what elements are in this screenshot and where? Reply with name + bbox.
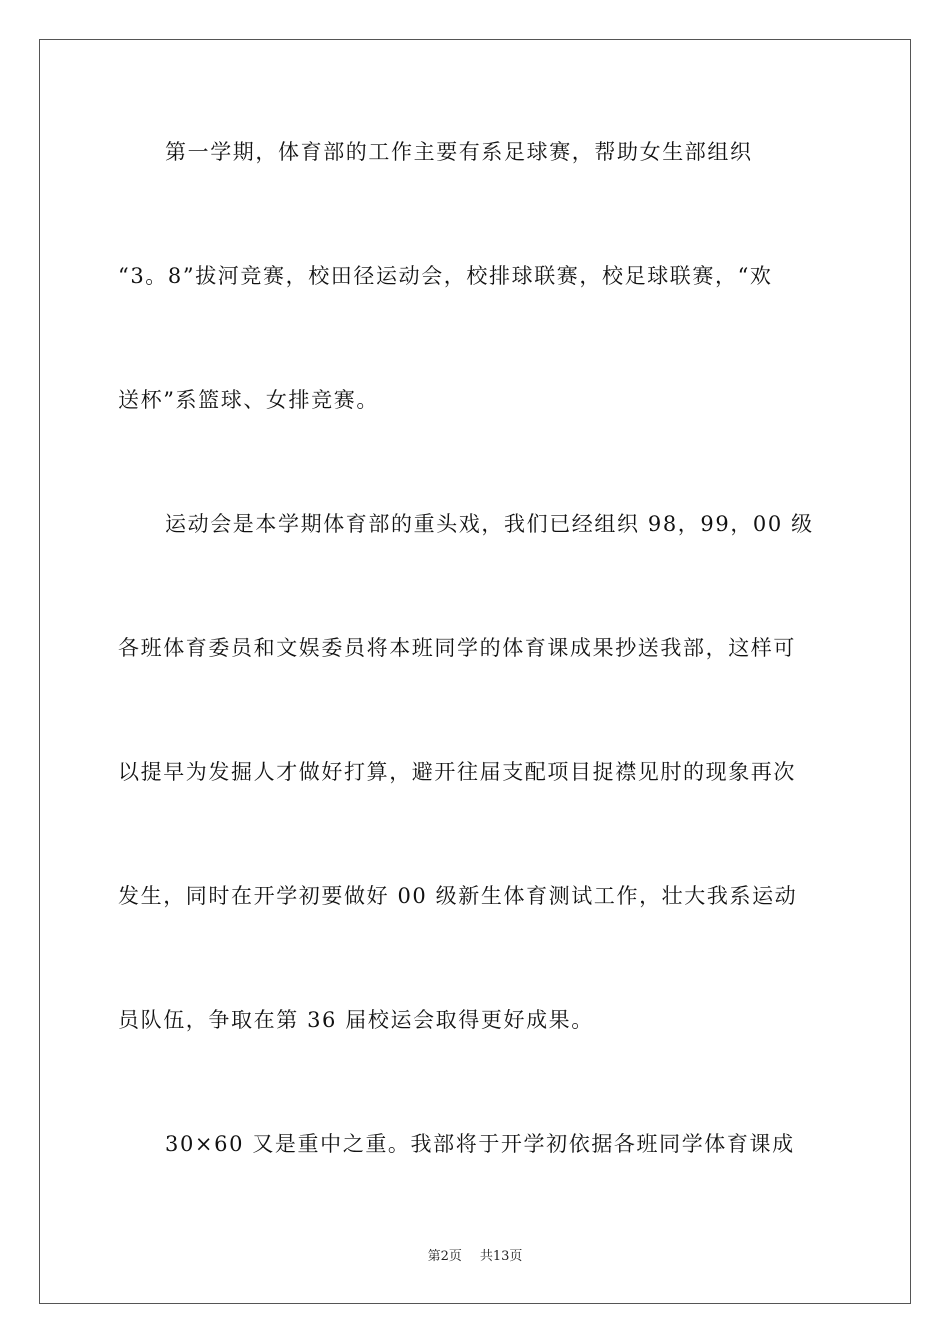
page-footer [0,1249,950,1265]
paragraph-2-line-3: 以提早为发掘人才做好打算，避开往届支配项目捉襟见肘的现象再次 [118,760,796,784]
paragraph-1-line-2: “3。8”拔河竞赛，校田径运动会，校排球联赛，校足球联赛，“欢 [118,264,773,288]
page-total: 共13页 [479,1249,523,1264]
page-border [39,39,911,1304]
page-number: 第2页 [427,1249,462,1264]
paragraph-2-line-5: 员队伍，争取在第 36 届校运会取得更好成果。 [118,1008,594,1032]
paragraph-2-line-4: 发生，同时在开学初要做好 00 级新生体育测试工作，壮大我系运动 [118,884,798,908]
paragraph-1-line-1: 第一学期，体育部的工作主要有系足球赛，帮助女生部组织 [165,140,753,164]
paragraph-1-line-3: 送杯”系篮球、女排竞赛。 [118,388,379,412]
paragraph-2-line-2: 各班体育委员和文娱委员将本班同学的体育课成果抄送我部，这样可 [118,636,796,660]
paragraph-2-line-1: 运动会是本学期体育部的重头戏，我们已经组织 98，99，00 级 [165,512,814,536]
paragraph-3-line-1: 30×60 又是重中之重。我部将于开学初依据各班同学体育课成 [165,1132,795,1156]
